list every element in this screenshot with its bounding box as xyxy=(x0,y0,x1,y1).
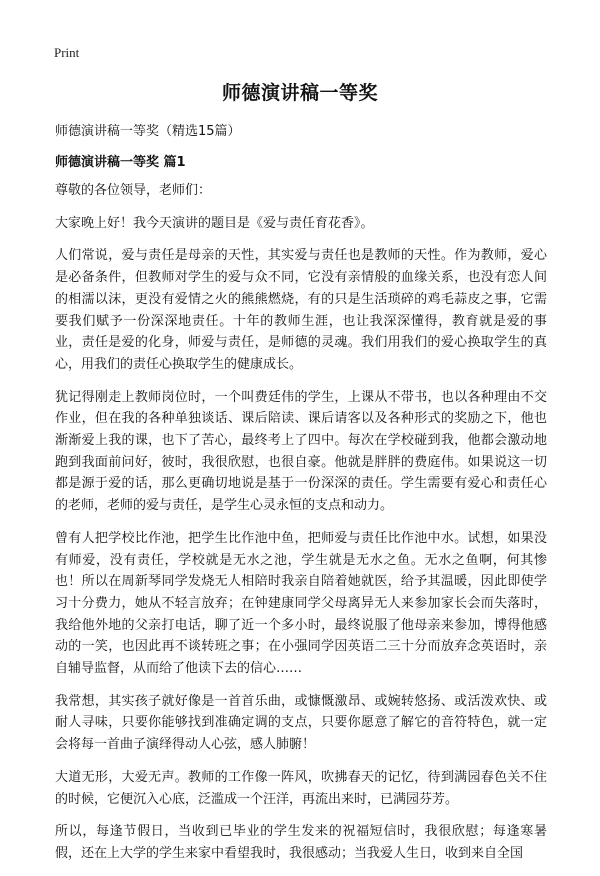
salutation-paragraph: 尊敬的各位领导，老师们： xyxy=(55,183,212,198)
document-title: 师德演讲稿一等奖 xyxy=(221,82,378,104)
body-paragraph: 大道无形，大爱无声。教师的工作像一阵风，吹拂春天的记忆，待到满园春色关不住的时候，它便沉入心底，泛滥成一个汪洋，再流出来时，已满园芬芳。 xyxy=(55,769,547,807)
greeting-paragraph: 大家晚上好！我今天演讲的题目是《爱与责任育花香》。 xyxy=(55,215,374,231)
print-label: Print xyxy=(54,45,80,60)
document-subtitle: 师德演讲稿一等奖（精选15篇） xyxy=(55,124,241,139)
body-paragraph: 所以，每逢节假日，当收到已毕业的学生发来的祝福短信时，我很欣慰；每逢寒暑假，还在上大学的学生来家中看望我时，我很感动；当我爱人生日，收到来自全国 xyxy=(55,824,547,861)
section-heading: 师德演讲稿一等奖 篇1 xyxy=(55,155,186,170)
body-paragraph: 犹记得刚走上教师岗位时，一个叫费廷伟的学生，上课从不带书，也以各种理由不交作业，但在我的各种单独谈话、课后陪读、课后请客以及各种形式的奖励之下，他也渐渐爱上我的课，也下了苦心，最终考上了四中。每次在学校碰到我，他都会激动地跑到我面前问好，彼时，我很欣慰，也很自豪。他就是胖胖的费庭伟。如果说这一切都是源于爱的话，那么更确切地说是基于一份深深的责任。学生需要有爱心和责任心的老师，老师的爱与责任，是学生心灵永恒的支点和动力。 xyxy=(55,389,547,514)
document-body xyxy=(55,180,547,876)
body-paragraph: 人们常说，爱与责任是母亲的天性，其实爱与责任也是教师的天性。作为教师，爱心是必备条件，但教师对学生的爱与众不同，它没有亲情般的血缘关系，也没有恋人间的相濡以沫，更没有爱情之火的熊熊燃烧，有的只是生活琐碎的鸡毛蒜皮之事，它需要我们赋予一份深深地责任。十年的教师生涯，也让我深深懂得，教育就是爱的事业，责任是爱的化身，师爱与责任，是师德的灵魂。我们用我们的爱心换取学生的真心，用我们的责任心换取学生的健康成长。 xyxy=(55,248,547,372)
body-paragraph: 我常想，其实孩子就好像是一首首乐曲，或慷慨激昂、或婉转悠扬、或活泼欢快、或耐人寻味，只要你能够找到准确定调的支点，只要你愿意了解它的音符特色，就一定会将每一首曲子演绎得动人心弦，感人肺腑！ xyxy=(55,693,547,753)
body-paragraph: 曾有人把学校比作池，把学生比作池中鱼，把师爱与责任比作池中水。试想，如果没有师爱，没有责任，学校就是无水之池，学生就是无水之鱼。无水之鱼啊，何其惨也！所以在周新琴同学发烧无人相陪时我亲自陪着她就医，给予其温暖，因此即使学习十分费力，她从不轻言放弃；在钟建康同学父母离异无人来参加家长会而失落时，我给他外地的父亲打电话，聊了近一个多小时，最终说服了他母亲来参加，博得他感动的一笑，也因此再不谈转班之事；在小强同学因英语二三十分而放弃念英语时，亲自辅导监督，从而给了他读下去的信心…… xyxy=(55,530,547,677)
